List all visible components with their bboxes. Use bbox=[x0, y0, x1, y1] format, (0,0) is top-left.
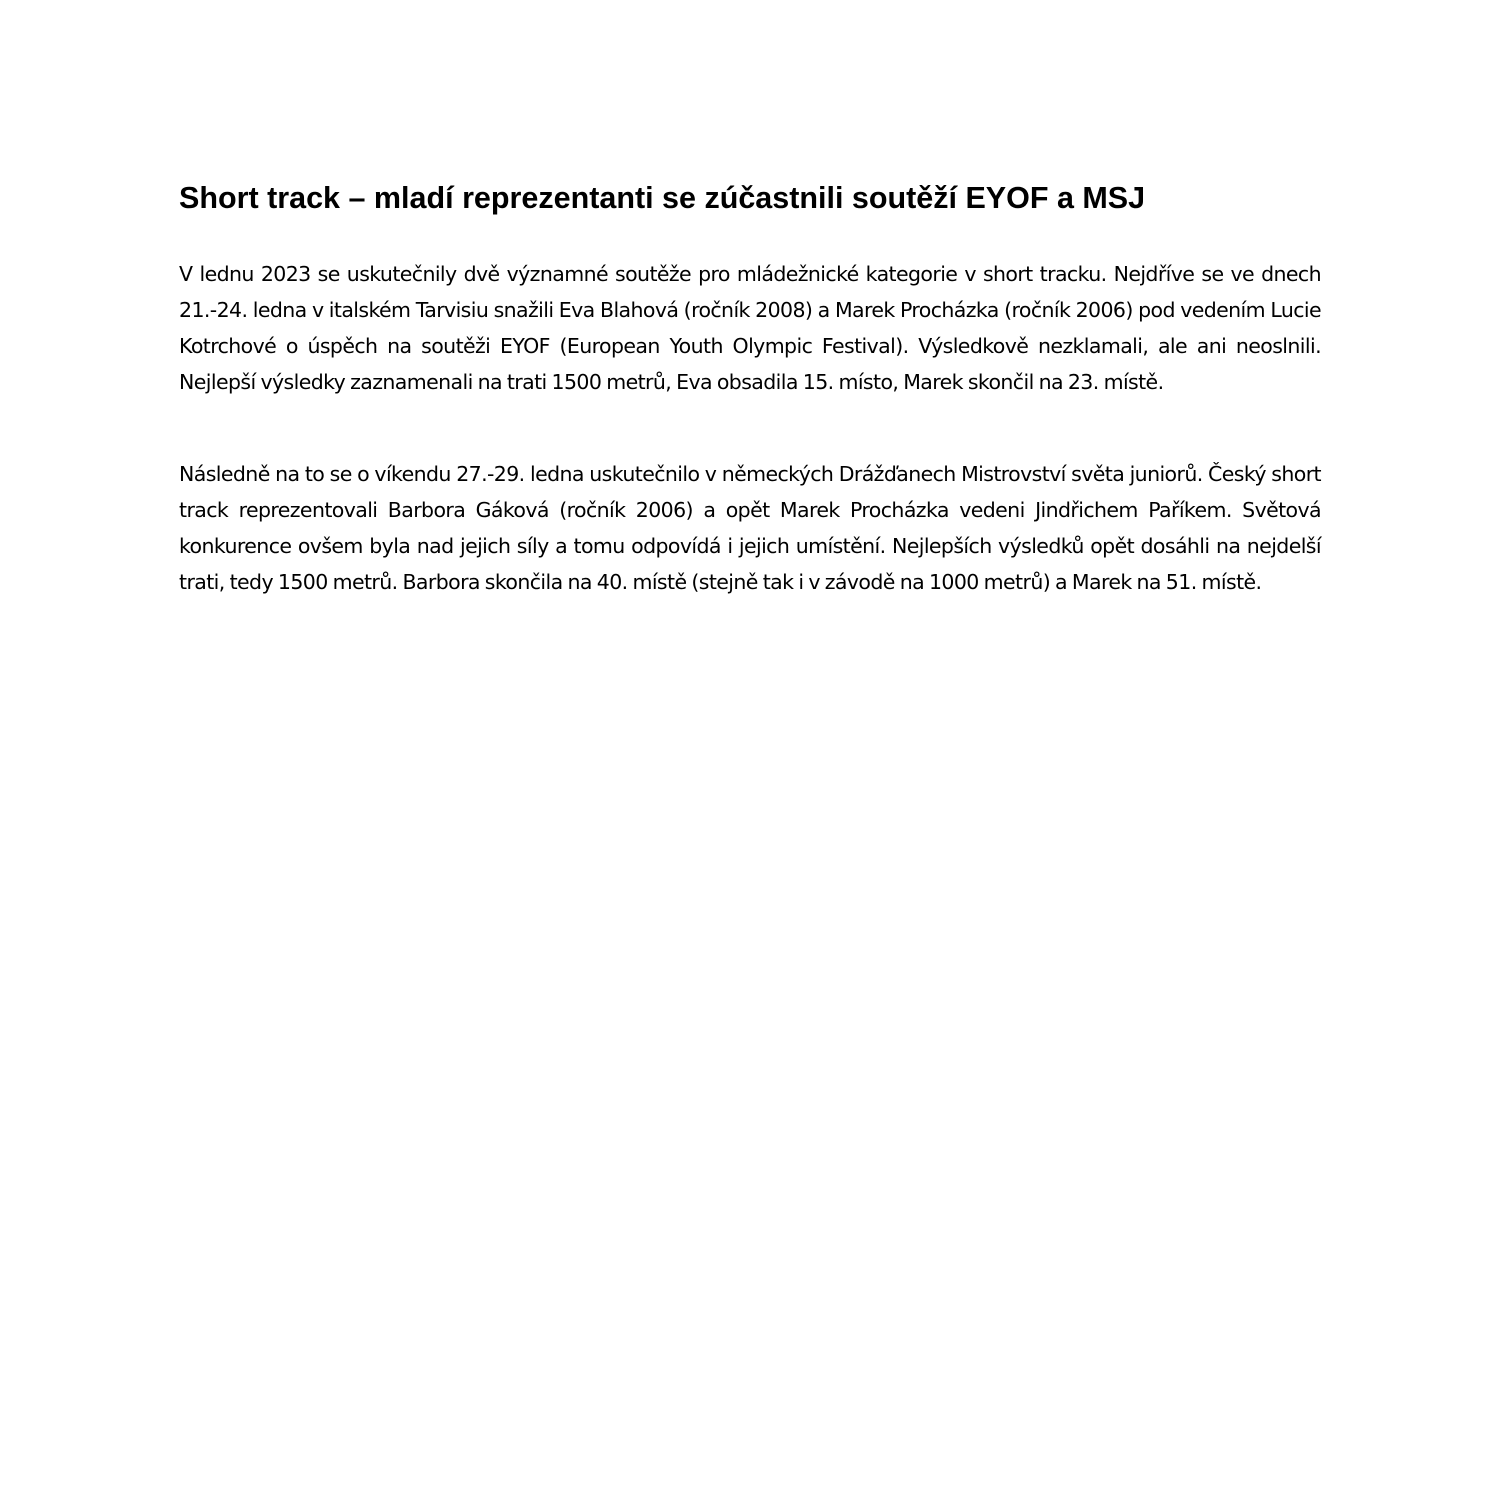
article-title: Short track – mladí reprezentanti se zúčastnili soutěží EYOF a MSJ bbox=[179, 181, 1146, 215]
article-paragraph-2: Následně na to se o víkendu 27.-29. ledna uskutečnilo v německých Drážďanech Mistrovství světa juniorů. Český short track reprezentovali Barbora Gáková (ročník 2006) a opět Marek Procházka vedeni Jindřichem Paříkem. Světová konkurence ovšem byla nad jejich síly a tomu odpovídá i jejich umístění. Nejlepších výsledků opět dosáhli na nejdelší trati, tedy 1500 metrů. Barbora skončila na 40. místě (stejně tak i v závodě na 1000 metrů) a Marek na 51. místě. bbox=[179, 462, 1321, 594]
article bbox=[179, 176, 1321, 594]
article-paragraph-1: V lednu 2023 se uskutečnily dvě významné soutěže pro mládežnické kategorie v short tracku. Nejdříve se ve dnech 21.-24. ledna v italském Tarvisiu snažili Eva Blahová (ročník 2008) a Marek Procházka (ročník 2006) pod vedením Lucie Kotrchové o úspěch na soutěži EYOF (European Youth Olympic Festival). Výsledkově nezklamali, ale ani neoslnili. Nejlepší výsledky zaznamenali na trati 1500 metrů, Eva obsadila 15. místo, Marek skončil na 23. místě. bbox=[179, 262, 1321, 394]
